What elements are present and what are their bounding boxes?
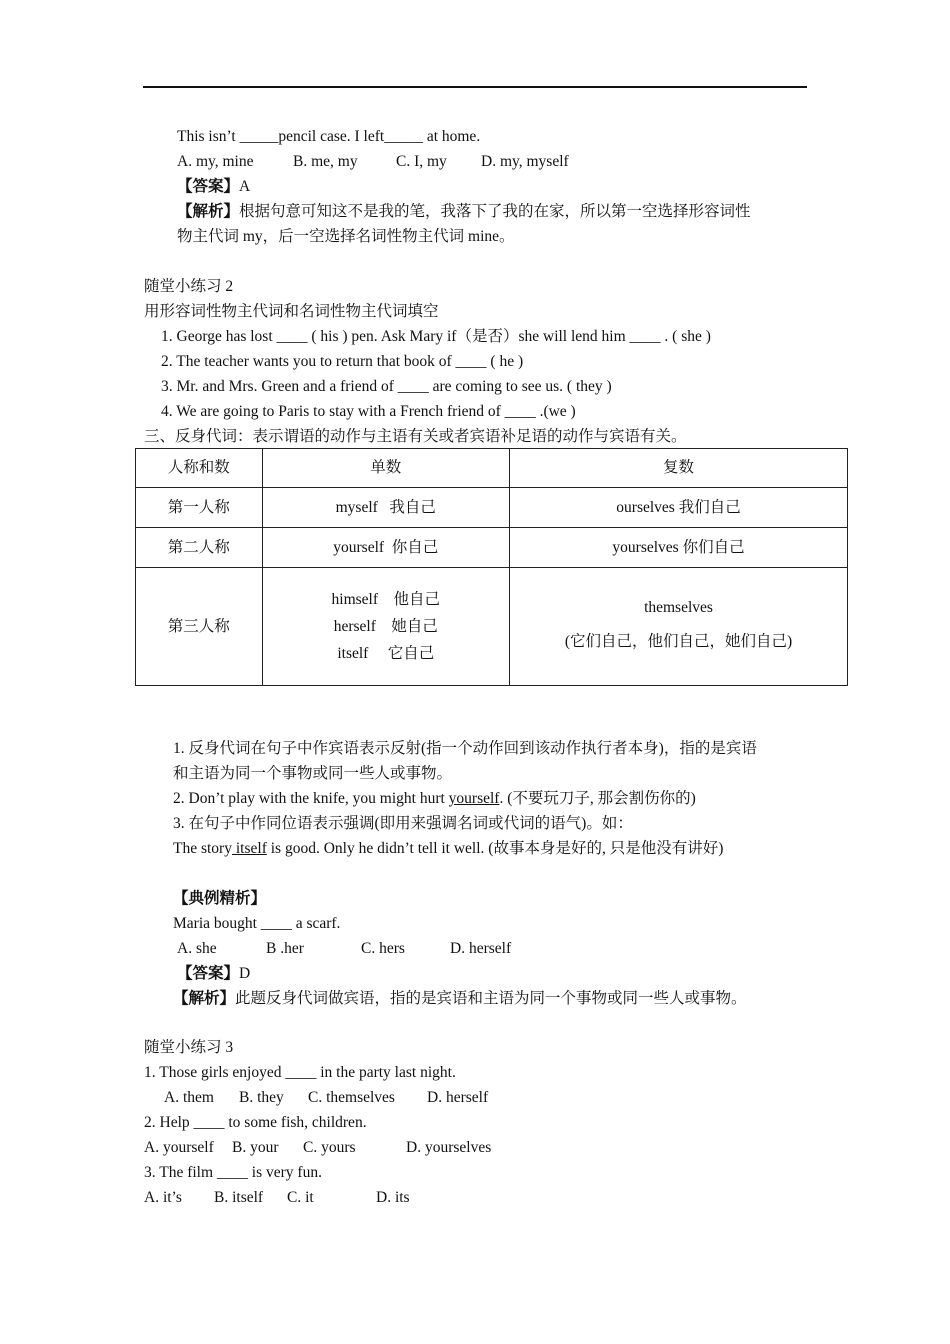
note-2-translation: . (不要玩刀子, 那会割伤你的) [499, 790, 696, 807]
answer-value: A [239, 178, 251, 195]
itself-entry: itself 它自己 [337, 644, 435, 662]
q2-option-b: B. your [232, 1139, 279, 1156]
cell-singular: yourself 你自己 [262, 528, 509, 568]
practice3-q3: 3. The film ____ is very fun. [144, 1164, 322, 1181]
analysis-label: 【解析】 [173, 990, 236, 1007]
analysis-label: 【解析】 [177, 203, 240, 220]
q1-option-d: D. herself [427, 1089, 489, 1106]
practice3-q1: 1. Those girls enjoyed ____ in the party last night. [144, 1064, 456, 1081]
practice2-item-4: 4. We are going to Paris to stay with a French friend of ____ .(we ) [161, 403, 576, 420]
answer-value: D [239, 965, 251, 982]
cell-plural [510, 568, 848, 686]
himself-entry: himself 他自己 [331, 590, 441, 608]
practice3-q2: 2. Help ____ to some fish, children. [144, 1114, 367, 1131]
q3-option-b: B. itself [214, 1189, 264, 1206]
ex2-question: Maria bought ____ a scarf. [173, 915, 341, 932]
answer-label: 【答案】 [177, 178, 240, 195]
note-3: 3. 在句子中作同位语表示强调(即用来强调名词或代词的语气)。如： [173, 815, 633, 832]
ex2-answer [177, 964, 250, 984]
note-2-text: 2. Don’t play with the knife, you might hurt [173, 790, 449, 807]
example-text: The story [173, 840, 232, 857]
ex1-analysis [177, 202, 751, 222]
ex1-option-a: A. my, mine [177, 153, 254, 170]
ex1-option-c: C. I, my [396, 153, 447, 170]
note-1-line2: 和主语为同一个事物或同一些人或事物。 [173, 765, 453, 782]
q3-option-a: A. it’s [144, 1189, 182, 1206]
q2-option-d: D. yourselves [406, 1139, 492, 1156]
analysis-text: 此题反身代词做宾语，指的是宾语和主语为同一个事物或同一些人或事物。 [235, 990, 747, 1007]
cell-singular [262, 568, 509, 686]
themselves-entry: themselves [644, 598, 713, 616]
reflexive-pronoun-table [135, 448, 848, 686]
ex1-answer [177, 177, 250, 197]
example-underlined: itself [231, 840, 267, 857]
note-2-underlined: yourself [448, 790, 500, 807]
analysis-text: 根据句意可知这不是我的笔，我落下了我的在家，所以第一空选择形容词性 [239, 203, 751, 220]
note-3-example [173, 839, 723, 859]
ex2-analysis [173, 989, 747, 1009]
cell-singular: myself 我自己 [262, 488, 509, 528]
ex1-question: This isn’t _____pencil case. I left_____ at home. [177, 128, 481, 145]
cell-person: 第一人称 [136, 488, 263, 528]
q1-option-c: C. themselves [308, 1089, 395, 1106]
header-rule [143, 86, 807, 88]
ex2-option-a: A. she [177, 940, 217, 957]
cell-plural: yourselves 你们自己 [510, 528, 848, 568]
q3-option-d: D. its [376, 1189, 410, 1206]
header-plural: 复数 [510, 449, 848, 488]
table-row [136, 568, 848, 686]
cell-person: 第二人称 [136, 528, 263, 568]
section-heading: 三、反身代词：表示谓语的动作与主语有关或者宾语补足语的动作与宾语有关。 [144, 428, 687, 445]
answer-label: 【答案】 [177, 965, 240, 982]
header-person: 人称和数 [136, 449, 263, 488]
practice2-title: 随堂小练习 2 [144, 278, 234, 295]
table-row [136, 528, 848, 568]
q2-option-c: C. yours [303, 1139, 356, 1156]
herself-entry: herself 她自己 [333, 617, 438, 635]
q2-option-a: A. yourself [144, 1139, 214, 1156]
q3-option-c: C. it [287, 1189, 314, 1206]
q1-option-a: A. them [164, 1089, 214, 1106]
practice2-item-2: 2. The teacher wants you to return that book of ____ ( he ) [161, 353, 524, 370]
ex2-option-d: D. herself [450, 940, 512, 957]
ex1-option-d: D. my, myself [481, 153, 569, 170]
cell-plural: ourselves 我们自己 [510, 488, 848, 528]
note-2 [173, 789, 696, 809]
table-row [136, 488, 848, 528]
practice2-item-3: 3. Mr. and Mrs. Green and a friend of ____ are coming to see us. ( they ) [161, 378, 612, 395]
themselves-meaning: (它们自己，他们自己，她们自己) [564, 632, 793, 650]
example-translation: is good. Only he didn’t tell it well. (故事本身是好的, 只是他没有讲好) [266, 840, 724, 857]
practice3-title: 随堂小练习 3 [144, 1039, 234, 1056]
q1-option-b: B. they [239, 1089, 284, 1106]
ex2-option-b: B .her [266, 940, 304, 957]
ex2-option-c: C. hers [361, 940, 405, 957]
ex1-option-b: B. me, my [293, 153, 358, 170]
practice2-item-1: 1. George has lost ____ ( his ) pen. Ask Mary if（是否）she will lend him ____ . ( she ) [161, 328, 711, 345]
note-1-line1: 1. 反身代词在句子中作宾语表示反射(指一个动作回到该动作执行者本身)，指的是宾语 [173, 740, 757, 757]
table-header-row [136, 449, 848, 488]
practice2-instruction: 用形容词性物主代词和名词性物主代词填空 [144, 303, 439, 320]
ex2-label: 【典例精析】 [173, 890, 267, 907]
ex1-analysis-line2: 物主代词 my，后一空选择名词性物主代词 mine。 [177, 228, 515, 245]
header-singular: 单数 [262, 449, 509, 488]
cell-person: 第三人称 [136, 568, 263, 686]
